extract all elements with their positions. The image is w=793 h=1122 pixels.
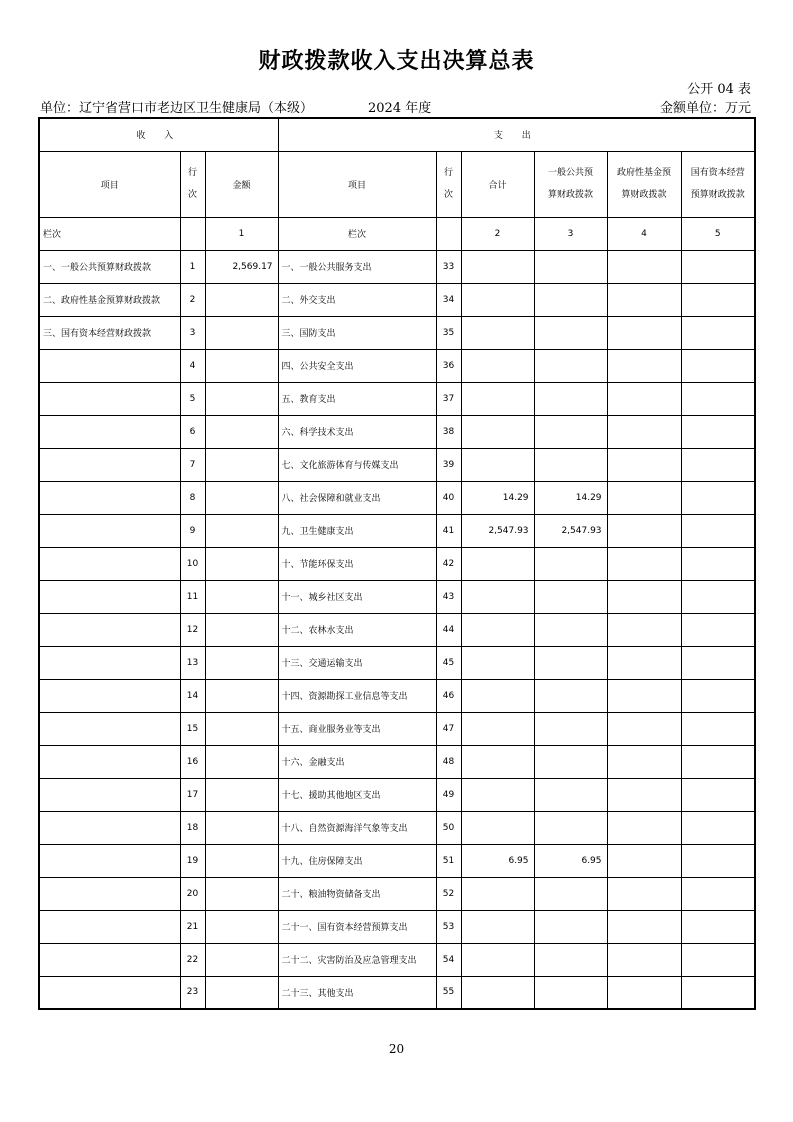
income-row-no: 2 bbox=[180, 283, 205, 316]
income-item bbox=[39, 844, 180, 877]
income-amount bbox=[205, 811, 278, 844]
expense-row-no: 51 bbox=[436, 844, 461, 877]
income-row-no: 17 bbox=[180, 778, 205, 811]
expense-row-no: 38 bbox=[436, 415, 461, 448]
expense-row-no: 39 bbox=[436, 448, 461, 481]
expense-total: 2,547.93 bbox=[461, 514, 534, 547]
table-row bbox=[39, 514, 755, 547]
state-capital-amount bbox=[681, 448, 755, 481]
general-budget-header: 一般公共预算财政拨款 bbox=[534, 151, 607, 217]
column-index-row bbox=[39, 217, 755, 250]
state-capital-amount bbox=[681, 349, 755, 382]
expense-row-no: 46 bbox=[436, 679, 461, 712]
state-capital-amount bbox=[681, 679, 755, 712]
income-row-no: 10 bbox=[180, 547, 205, 580]
expense-total bbox=[461, 283, 534, 316]
income-item bbox=[39, 382, 180, 415]
expense-total bbox=[461, 613, 534, 646]
expense-index-blank bbox=[436, 217, 461, 250]
page-number: 20 bbox=[388, 1042, 405, 1056]
expense-row-no: 48 bbox=[436, 745, 461, 778]
state-capital-amount bbox=[681, 910, 755, 943]
expense-total bbox=[461, 976, 534, 1009]
general-budget-amount bbox=[534, 349, 607, 382]
table-row bbox=[39, 844, 755, 877]
fund-budget-amount bbox=[607, 250, 681, 283]
income-row-no: 11 bbox=[180, 580, 205, 613]
table-row bbox=[39, 481, 755, 514]
expense-total bbox=[461, 415, 534, 448]
table-row bbox=[39, 976, 755, 1009]
table-row bbox=[39, 877, 755, 910]
fund-budget-amount bbox=[607, 811, 681, 844]
state-capital-amount bbox=[681, 580, 755, 613]
state-capital-amount bbox=[681, 283, 755, 316]
state-capital-amount bbox=[681, 250, 755, 283]
expense-item: 三、国防支出 bbox=[278, 316, 436, 349]
income-amount bbox=[205, 580, 278, 613]
income-item bbox=[39, 877, 180, 910]
general-budget-amount bbox=[534, 580, 607, 613]
table-row bbox=[39, 316, 755, 349]
state-capital-header: 国有资本经营预算财政拨款 bbox=[681, 151, 755, 217]
income-item bbox=[39, 481, 180, 514]
general-budget-amount bbox=[534, 910, 607, 943]
expense-row-no: 50 bbox=[436, 811, 461, 844]
income-row-no: 23 bbox=[180, 976, 205, 1009]
reporting-unit: 单位：辽宁省营口市老边区卫生健康局（本级） bbox=[40, 101, 314, 116]
expense-item: 一、一般公共服务支出 bbox=[278, 250, 436, 283]
expense-total bbox=[461, 448, 534, 481]
form-number: 公开 04 表 bbox=[687, 82, 751, 97]
expense-item: 七、文化旅游体育与传媒支出 bbox=[278, 448, 436, 481]
expense-row-no: 42 bbox=[436, 547, 461, 580]
expense-item: 十一、城乡社区支出 bbox=[278, 580, 436, 613]
general-budget-amount bbox=[534, 382, 607, 415]
income-row-no-header: 行次 bbox=[180, 151, 205, 217]
fund-budget-amount bbox=[607, 448, 681, 481]
fund-budget-amount bbox=[607, 514, 681, 547]
income-amount bbox=[205, 877, 278, 910]
fund-budget-amount bbox=[607, 481, 681, 514]
table-row bbox=[39, 448, 755, 481]
fund-budget-amount bbox=[607, 580, 681, 613]
income-amount bbox=[205, 316, 278, 349]
income-amount bbox=[205, 448, 278, 481]
column-index-5: 5 bbox=[681, 217, 755, 250]
income-amount bbox=[205, 943, 278, 976]
expense-item: 十二、农林水支出 bbox=[278, 613, 436, 646]
income-item bbox=[39, 613, 180, 646]
general-budget-amount: 14.29 bbox=[534, 481, 607, 514]
income-item bbox=[39, 646, 180, 679]
income-item bbox=[39, 811, 180, 844]
state-capital-amount bbox=[681, 712, 755, 745]
income-amount bbox=[205, 976, 278, 1009]
expense-total bbox=[461, 877, 534, 910]
report-year: 2024 年度 bbox=[368, 101, 432, 116]
income-amount bbox=[205, 283, 278, 316]
general-budget-amount bbox=[534, 679, 607, 712]
general-budget-amount bbox=[534, 415, 607, 448]
expense-item: 五、教育支出 bbox=[278, 382, 436, 415]
section-header-row bbox=[39, 118, 755, 151]
table-row bbox=[39, 712, 755, 745]
income-amount bbox=[205, 481, 278, 514]
expense-row-no: 40 bbox=[436, 481, 461, 514]
table-row bbox=[39, 910, 755, 943]
fund-budget-amount bbox=[607, 745, 681, 778]
table-row bbox=[39, 811, 755, 844]
income-row-no: 16 bbox=[180, 745, 205, 778]
expense-item: 十五、商业服务业等支出 bbox=[278, 712, 436, 745]
expense-row-no: 34 bbox=[436, 283, 461, 316]
table-row bbox=[39, 415, 755, 448]
state-capital-amount bbox=[681, 844, 755, 877]
expense-item: 二十二、灾害防治及应急管理支出 bbox=[278, 943, 436, 976]
expense-item: 二十一、国有资本经营预算支出 bbox=[278, 910, 436, 943]
income-section-header: 收 入 bbox=[39, 118, 278, 151]
general-budget-amount bbox=[534, 712, 607, 745]
expense-item: 二十三、其他支出 bbox=[278, 976, 436, 1009]
income-item bbox=[39, 349, 180, 382]
general-budget-amount bbox=[534, 283, 607, 316]
income-row-no: 21 bbox=[180, 910, 205, 943]
general-budget-amount: 6.95 bbox=[534, 844, 607, 877]
state-capital-amount bbox=[681, 877, 755, 910]
income-amount bbox=[205, 778, 278, 811]
income-item bbox=[39, 910, 180, 943]
fund-budget-amount bbox=[607, 349, 681, 382]
general-budget-amount bbox=[534, 745, 607, 778]
income-item bbox=[39, 745, 180, 778]
table-row bbox=[39, 745, 755, 778]
fund-budget-amount bbox=[607, 877, 681, 910]
income-amount-header: 金额 bbox=[205, 151, 278, 217]
column-index-1: 1 bbox=[205, 217, 278, 250]
general-budget-amount bbox=[534, 448, 607, 481]
expense-item: 十、节能环保支出 bbox=[278, 547, 436, 580]
income-row-no: 7 bbox=[180, 448, 205, 481]
income-index-blank bbox=[180, 217, 205, 250]
income-amount bbox=[205, 646, 278, 679]
general-budget-amount bbox=[534, 811, 607, 844]
table-row bbox=[39, 283, 755, 316]
state-capital-amount bbox=[681, 613, 755, 646]
expense-total bbox=[461, 745, 534, 778]
general-budget-amount bbox=[534, 250, 607, 283]
column-header-row bbox=[39, 151, 755, 217]
expense-row-no: 44 bbox=[436, 613, 461, 646]
expense-item: 二十、粮油物资储备支出 bbox=[278, 877, 436, 910]
expense-total bbox=[461, 250, 534, 283]
income-row-no: 5 bbox=[180, 382, 205, 415]
general-budget-amount bbox=[534, 646, 607, 679]
table-row bbox=[39, 580, 755, 613]
expense-total bbox=[461, 778, 534, 811]
income-row-no: 14 bbox=[180, 679, 205, 712]
fund-budget-amount bbox=[607, 943, 681, 976]
amount-unit: 金额单位：万元 bbox=[659, 101, 751, 116]
expense-item: 十九、住房保障支出 bbox=[278, 844, 436, 877]
general-budget-amount bbox=[534, 877, 607, 910]
general-budget-amount bbox=[534, 547, 607, 580]
expense-item: 九、卫生健康支出 bbox=[278, 514, 436, 547]
general-budget-amount bbox=[534, 613, 607, 646]
expense-row-no: 37 bbox=[436, 382, 461, 415]
total-header: 合计 bbox=[461, 151, 534, 217]
report-title: 财政拨款收入支出决算总表 bbox=[258, 48, 535, 74]
income-item bbox=[39, 679, 180, 712]
income-item bbox=[39, 778, 180, 811]
state-capital-amount bbox=[681, 811, 755, 844]
expense-row-no: 35 bbox=[436, 316, 461, 349]
expense-row-no: 52 bbox=[436, 877, 461, 910]
income-row-no: 12 bbox=[180, 613, 205, 646]
fund-budget-amount bbox=[607, 712, 681, 745]
table-row bbox=[39, 547, 755, 580]
expense-row-no: 54 bbox=[436, 943, 461, 976]
income-item bbox=[39, 712, 180, 745]
expense-total bbox=[461, 943, 534, 976]
state-capital-amount bbox=[681, 646, 755, 679]
income-row-no: 19 bbox=[180, 844, 205, 877]
state-capital-amount bbox=[681, 745, 755, 778]
expense-row-no: 43 bbox=[436, 580, 461, 613]
fund-budget-amount bbox=[607, 415, 681, 448]
fund-budget-amount bbox=[607, 910, 681, 943]
income-amount bbox=[205, 349, 278, 382]
expense-item: 四、公共安全支出 bbox=[278, 349, 436, 382]
table-row bbox=[39, 382, 755, 415]
income-amount bbox=[205, 613, 278, 646]
expense-total bbox=[461, 646, 534, 679]
table-row bbox=[39, 646, 755, 679]
column-index-3: 3 bbox=[534, 217, 607, 250]
income-row-no: 1 bbox=[180, 250, 205, 283]
expense-row-no: 45 bbox=[436, 646, 461, 679]
state-capital-amount bbox=[681, 943, 755, 976]
income-item bbox=[39, 943, 180, 976]
expense-item: 十三、交通运输支出 bbox=[278, 646, 436, 679]
expense-item: 六、科学技术支出 bbox=[278, 415, 436, 448]
expense-total: 14.29 bbox=[461, 481, 534, 514]
income-item bbox=[39, 514, 180, 547]
expense-row-no: 33 bbox=[436, 250, 461, 283]
expense-item: 十四、资源勘探工业信息等支出 bbox=[278, 679, 436, 712]
fund-budget-amount bbox=[607, 976, 681, 1009]
fund-budget-amount bbox=[607, 679, 681, 712]
table-row bbox=[39, 349, 755, 382]
income-index-label: 栏次 bbox=[39, 217, 180, 250]
expense-total bbox=[461, 580, 534, 613]
expense-row-no: 36 bbox=[436, 349, 461, 382]
income-item: 二、政府性基金预算财政拨款 bbox=[39, 283, 180, 316]
income-row-no: 20 bbox=[180, 877, 205, 910]
fund-budget-amount bbox=[607, 316, 681, 349]
income-amount bbox=[205, 745, 278, 778]
table-row bbox=[39, 613, 755, 646]
state-capital-amount bbox=[681, 547, 755, 580]
income-row-no: 4 bbox=[180, 349, 205, 382]
general-budget-amount: 2,547.93 bbox=[534, 514, 607, 547]
expense-section-header: 支 出 bbox=[278, 118, 755, 151]
income-amount bbox=[205, 547, 278, 580]
state-capital-amount bbox=[681, 415, 755, 448]
table-row bbox=[39, 778, 755, 811]
expense-index-label: 栏次 bbox=[278, 217, 436, 250]
income-item: 三、国有资本经营财政拨款 bbox=[39, 316, 180, 349]
income-row-no: 6 bbox=[180, 415, 205, 448]
income-item bbox=[39, 547, 180, 580]
expense-item: 十七、援助其他地区支出 bbox=[278, 778, 436, 811]
general-budget-amount bbox=[534, 778, 607, 811]
expense-total bbox=[461, 811, 534, 844]
fund-budget-header: 政府性基金预算财政拨款 bbox=[607, 151, 681, 217]
income-amount: 2,569.17 bbox=[205, 250, 278, 283]
expense-total bbox=[461, 382, 534, 415]
income-row-no: 15 bbox=[180, 712, 205, 745]
table-row bbox=[39, 679, 755, 712]
state-capital-amount bbox=[681, 481, 755, 514]
expense-total bbox=[461, 547, 534, 580]
expense-row-no: 55 bbox=[436, 976, 461, 1009]
column-index-2: 2 bbox=[461, 217, 534, 250]
expense-total bbox=[461, 316, 534, 349]
income-item bbox=[39, 580, 180, 613]
fund-budget-amount bbox=[607, 547, 681, 580]
fund-budget-amount bbox=[607, 283, 681, 316]
column-index-4: 4 bbox=[607, 217, 681, 250]
general-budget-amount bbox=[534, 976, 607, 1009]
income-amount bbox=[205, 415, 278, 448]
fund-budget-amount bbox=[607, 844, 681, 877]
expense-row-no-header: 行次 bbox=[436, 151, 461, 217]
income-amount bbox=[205, 514, 278, 547]
income-item bbox=[39, 448, 180, 481]
income-item: 一、一般公共预算财政拨款 bbox=[39, 250, 180, 283]
expense-row-no: 53 bbox=[436, 910, 461, 943]
income-amount bbox=[205, 910, 278, 943]
state-capital-amount bbox=[681, 778, 755, 811]
fund-budget-amount bbox=[607, 778, 681, 811]
expense-row-no: 47 bbox=[436, 712, 461, 745]
income-amount bbox=[205, 712, 278, 745]
fund-budget-amount bbox=[607, 646, 681, 679]
budget-summary-table bbox=[38, 117, 756, 1010]
general-budget-amount bbox=[534, 943, 607, 976]
expense-total: 6.95 bbox=[461, 844, 534, 877]
income-amount bbox=[205, 844, 278, 877]
expense-total bbox=[461, 679, 534, 712]
general-budget-amount bbox=[534, 316, 607, 349]
table-row bbox=[39, 943, 755, 976]
income-item bbox=[39, 415, 180, 448]
expense-row-no: 49 bbox=[436, 778, 461, 811]
expense-item: 八、社会保障和就业支出 bbox=[278, 481, 436, 514]
income-item bbox=[39, 976, 180, 1009]
state-capital-amount bbox=[681, 976, 755, 1009]
fund-budget-amount bbox=[607, 613, 681, 646]
income-item-header: 项目 bbox=[39, 151, 180, 217]
expense-item: 十六、金融支出 bbox=[278, 745, 436, 778]
income-row-no: 13 bbox=[180, 646, 205, 679]
expense-row-no: 41 bbox=[436, 514, 461, 547]
expense-item: 十八、自然资源海洋气象等支出 bbox=[278, 811, 436, 844]
income-row-no: 3 bbox=[180, 316, 205, 349]
expense-total bbox=[461, 349, 534, 382]
expense-item-header: 项目 bbox=[278, 151, 436, 217]
expense-total bbox=[461, 910, 534, 943]
income-amount bbox=[205, 679, 278, 712]
state-capital-amount bbox=[681, 382, 755, 415]
expense-item: 二、外交支出 bbox=[278, 283, 436, 316]
income-row-no: 22 bbox=[180, 943, 205, 976]
expense-total bbox=[461, 712, 534, 745]
income-amount bbox=[205, 382, 278, 415]
state-capital-amount bbox=[681, 514, 755, 547]
fund-budget-amount bbox=[607, 382, 681, 415]
income-row-no: 9 bbox=[180, 514, 205, 547]
table-row bbox=[39, 250, 755, 283]
income-row-no: 18 bbox=[180, 811, 205, 844]
state-capital-amount bbox=[681, 316, 755, 349]
income-row-no: 8 bbox=[180, 481, 205, 514]
